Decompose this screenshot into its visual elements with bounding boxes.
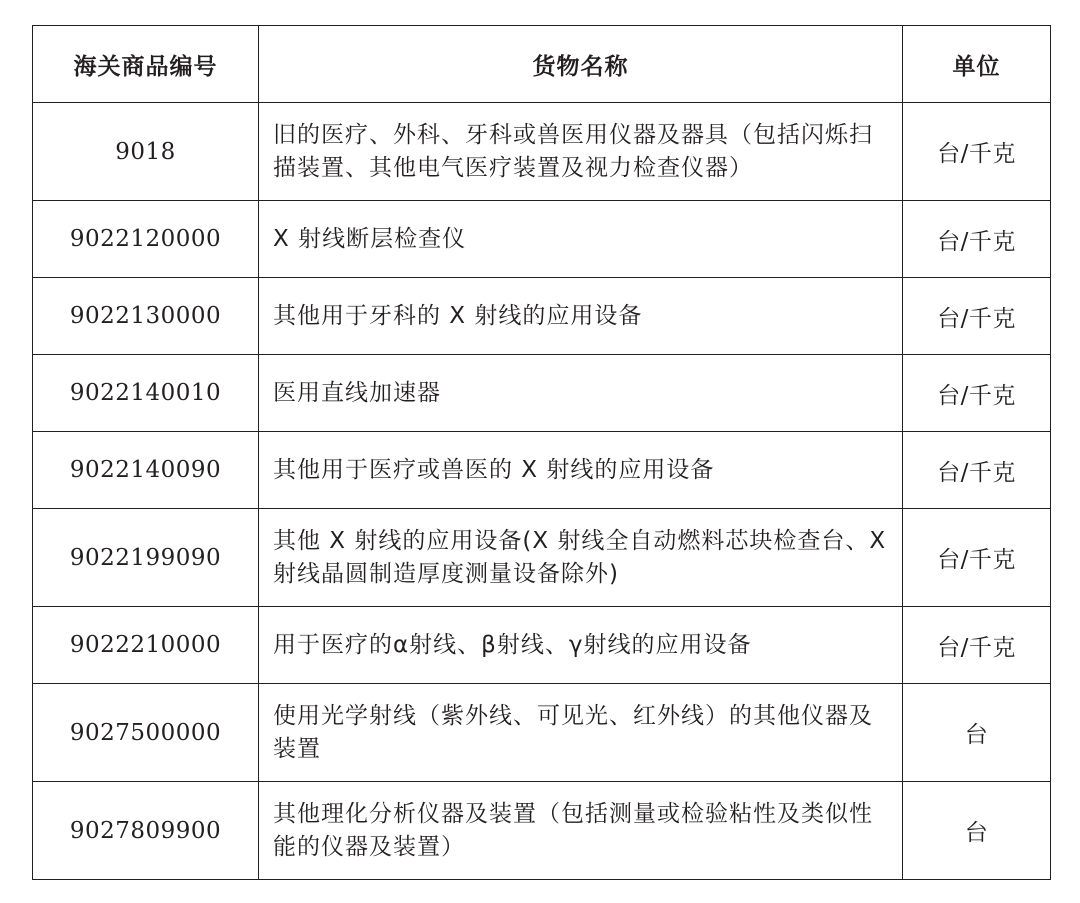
unit-cell: 台: [903, 684, 1051, 782]
name-cell: 使用光学射线（紫外线、可见光、红外线）的其他仪器及装置: [259, 684, 903, 782]
goods-table: [32, 25, 1051, 880]
unit-cell: 台: [903, 782, 1051, 880]
table-row: [33, 201, 1051, 278]
code-cell: 9022130000: [33, 278, 259, 355]
name-cell: 其他理化分析仪器及装置（包括测量或检验粘性及类似性能的仪器及装置）: [259, 782, 903, 880]
code-cell: 9022140010: [33, 355, 259, 432]
name-cell: 其他用于医疗或兽医的 X 射线的应用设备: [259, 432, 903, 509]
table-row: [33, 509, 1051, 607]
code-cell: 9018: [33, 103, 259, 201]
name-cell: 其他用于牙科的 X 射线的应用设备: [259, 278, 903, 355]
table-row: [33, 278, 1051, 355]
name-cell: 医用直线加速器: [259, 355, 903, 432]
table-row: [33, 103, 1051, 201]
code-cell: 9022199090: [33, 509, 259, 607]
table-body: [33, 103, 1051, 880]
table-row: [33, 607, 1051, 684]
table-header: [33, 26, 1051, 103]
unit-cell: 台/千克: [903, 201, 1051, 278]
unit-cell: 台/千克: [903, 607, 1051, 684]
unit-cell: 台/千克: [903, 355, 1051, 432]
unit-cell: 台/千克: [903, 278, 1051, 355]
unit-cell: 台/千克: [903, 509, 1051, 607]
code-cell: 9027809900: [33, 782, 259, 880]
header-name: 货物名称: [259, 26, 903, 103]
code-cell: 9022120000: [33, 201, 259, 278]
code-cell: 9022140090: [33, 432, 259, 509]
table-row: [33, 684, 1051, 782]
header-code: 海关商品编号: [33, 26, 259, 103]
code-cell: 9027500000: [33, 684, 259, 782]
unit-cell: 台/千克: [903, 432, 1051, 509]
table-row: [33, 782, 1051, 880]
table-row: [33, 432, 1051, 509]
code-cell: 9022210000: [33, 607, 259, 684]
name-cell: 旧的医疗、外科、牙科或兽医用仪器及器具（包括闪烁扫描装置、其他电气医疗装置及视力检查仪器）: [259, 103, 903, 201]
header-row: [33, 26, 1051, 103]
header-unit: 单位: [903, 26, 1051, 103]
name-cell: 用于医疗的α射线、β射线、γ射线的应用设备: [259, 607, 903, 684]
table-row: [33, 355, 1051, 432]
name-cell: X 射线断层检查仪: [259, 201, 903, 278]
name-cell: 其他 X 射线的应用设备(X 射线全自动燃料芯块检查台、X 射线晶圆制造厚度测量设备除外): [259, 509, 903, 607]
unit-cell: 台/千克: [903, 103, 1051, 201]
